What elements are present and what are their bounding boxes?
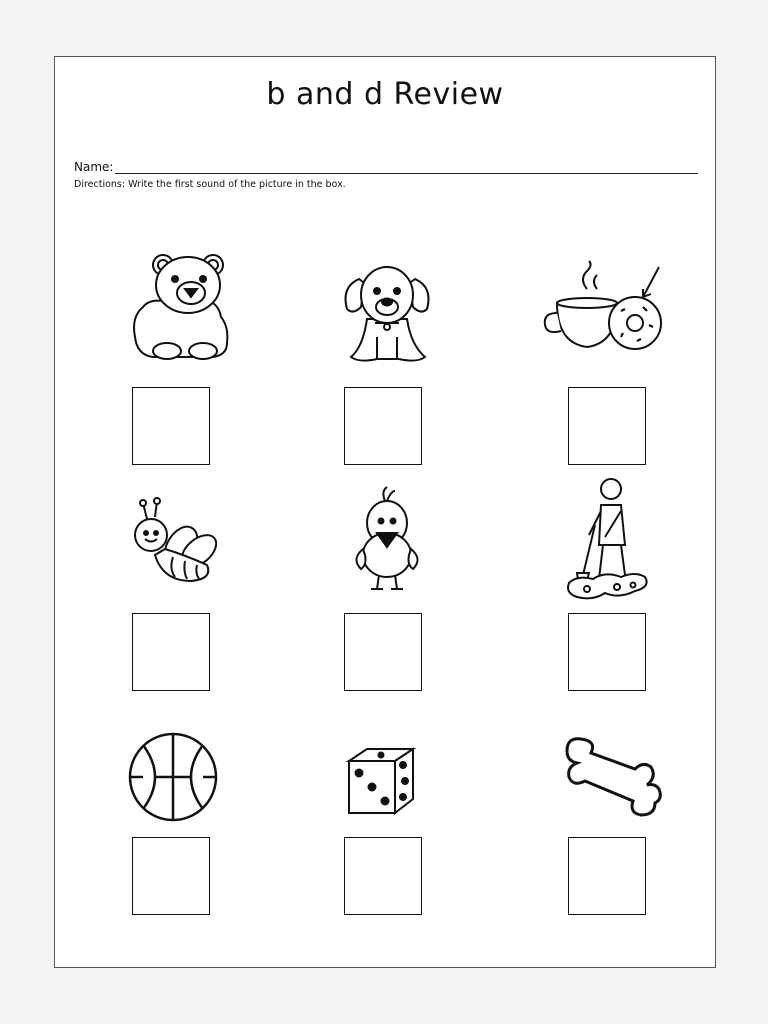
answer-box[interactable] <box>132 387 210 465</box>
coffee-donut-icon <box>539 259 679 359</box>
answer-box[interactable] <box>568 387 646 465</box>
dice-icon <box>345 747 417 817</box>
bear-icon <box>123 247 233 363</box>
bee-icon <box>125 497 225 597</box>
answer-box[interactable] <box>132 837 210 915</box>
bone-icon <box>563 733 663 817</box>
boy-digging-icon <box>565 475 655 603</box>
bird-icon <box>347 485 427 595</box>
dog-icon <box>337 257 437 367</box>
name-field[interactable] <box>115 161 698 174</box>
basketball-icon <box>127 731 219 823</box>
name-label: Name: <box>74 160 114 174</box>
worksheet-page <box>54 56 716 968</box>
answer-box[interactable] <box>344 387 422 465</box>
answer-box[interactable] <box>344 837 422 915</box>
directions-text: Directions: Write the first sound of the picture in the box. <box>74 179 346 190</box>
worksheet-title: b and d Review <box>266 77 504 112</box>
name-row <box>74 156 698 174</box>
answer-box[interactable] <box>132 613 210 691</box>
answer-box[interactable] <box>344 613 422 691</box>
answer-box[interactable] <box>568 837 646 915</box>
answer-box[interactable] <box>568 613 646 691</box>
